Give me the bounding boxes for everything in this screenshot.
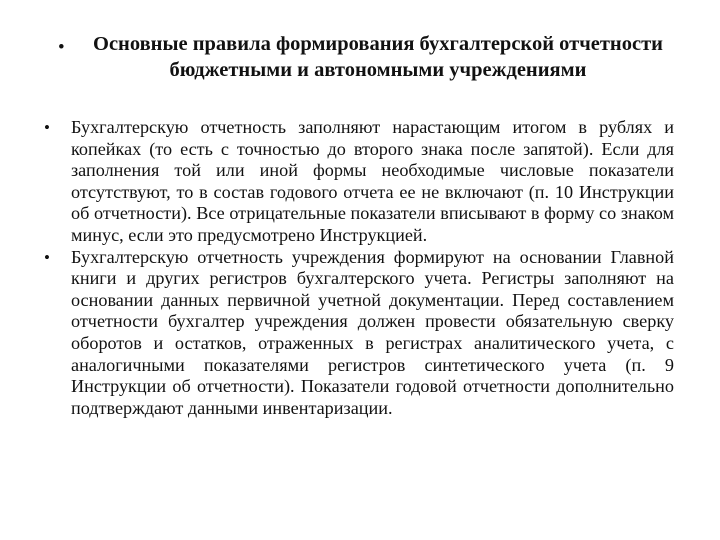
slide-title-block [58,32,678,83]
bullet-paragraph: Бухгалтерскую отчетность заполняют нарастающим итогом в рублях и копейках (то есть с точностью до второго знака после запятой). Если для заполнения той или иной формы необходимые числовые показатели отсутствуют, то в состав годового отчета ее не включают (п. 10 Инструкции об отчетности). Все отрицательные показатели вписывают в форму со знаком минус, если это предусмотрено Инструкцией. [71,117,674,245]
bullet-item [44,247,674,420]
bullet-paragraph: Бухгалтерскую отчетность учреждения формируют на основании Главной книги и других регистров бухгалтерского учета. Регистры заполняют на основании данных первичной учетной документации. Перед составлением отчетности бухгалтер учреждения должен провести обязательную сверку оборотов и остатков, отраженных в регистрах аналитического учета, с аналогичными показателями регистров синтетического учета (п. 9 Инструкции об отчетности). Показатели годовой отчетности дополнительно подтверждают данными инвентаризации. [71,246,674,418]
bullet-icon: • [44,118,50,137]
bullet-item [44,117,674,247]
bullet-icon: • [44,247,50,267]
slide-title: Основные правила формирования бухгалтерской отчетности бюджетными и автономными учреждениями [93,33,663,81]
bullet-list [44,117,674,419]
bullet-icon: • [58,37,65,58]
